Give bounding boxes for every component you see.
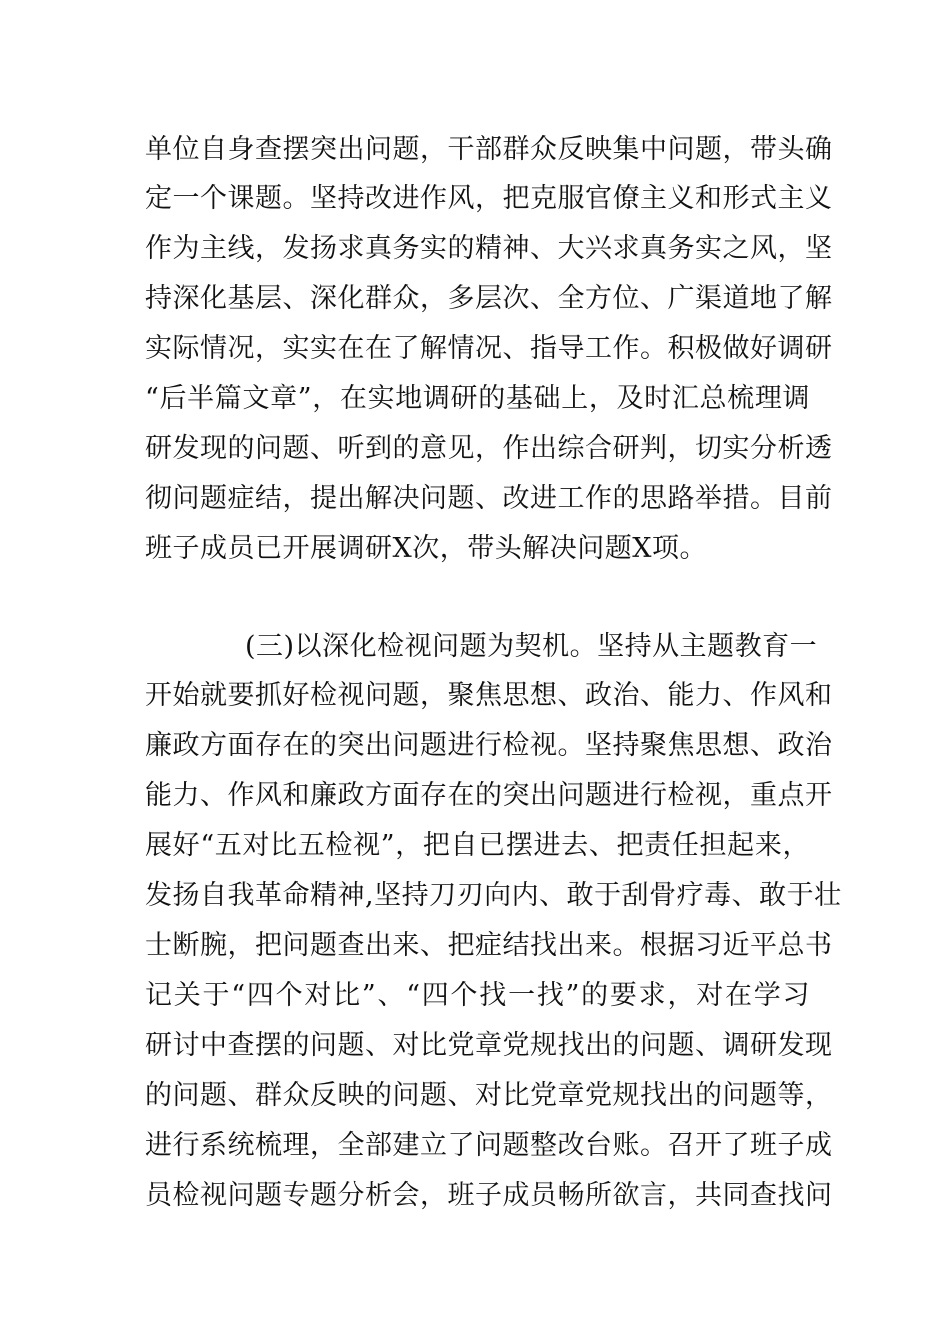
paragraph-line: 开始就要抓好检视问题，聚焦思想、政治、能力、作风和 [145, 680, 833, 711]
paragraph-line: 进行系统梳理，全部建立了问题整改台账。召开了班子成 [145, 1130, 833, 1161]
paragraph-line: 作为主线，发扬求真务实的精神、大兴求真务实之风，坚 [145, 233, 833, 264]
paragraph-line: “后半篇文章”，在实地调研的基础上，及时汇总梳理调 [145, 383, 810, 414]
paragraph-line: 彻问题症结，提出解决问题、改进工作的思路举措。目前 [145, 483, 833, 514]
paragraph-line: 班子成员已开展调研X次，带头解决问题X项。 [145, 533, 707, 564]
paragraph-line: 士断腕，把问题查出来、把症结找出来。根据习近平总书 [145, 930, 833, 961]
paragraph-line: 员检视问题专题分析会，班子成员畅所欲言，共同查找问 [145, 1180, 833, 1211]
paragraph-line: 单位自身查摆突出问题，干部群众反映集中问题，带头确 [145, 134, 833, 165]
paragraph-line: 展好“五对比五检视”，把自已摆进去、把责任担起来， [145, 830, 810, 861]
paragraph-line: 能力、作风和廉政方面存在的突出问题进行检视，重点开 [145, 780, 833, 811]
section-heading-line: (三)以深化检视问题为契机。坚持从主题教育一 [245, 631, 818, 662]
paragraph-line: 的问题、群众反映的问题、对比党章党规找出的问题等， [145, 1080, 833, 1111]
paragraph-line: 记关于“四个对比”、“四个找一找”的要求，对在学习 [145, 980, 810, 1011]
paragraph-line: 研讨中查摆的问题、对比党章党规找出的问题、调研发现 [145, 1030, 833, 1061]
paragraph-line: 实际情况，实实在在了解情况、指导工作。积极做好调研 [145, 333, 833, 364]
paragraph-line: 廉政方面存在的突出问题进行检视。坚持聚焦思想、政治 [145, 730, 833, 761]
paragraph-line: 研发现的问题、听到的意见，作出综合研判，切实分析透 [145, 433, 833, 464]
paragraph-line: 持深化基层、深化群众，多层次、全方位、广渠道地了解 [145, 283, 833, 314]
paragraph-line: 定一个课题。坚持改进作风，把克服官僚主义和形式主义 [145, 183, 833, 214]
paragraph-line: 发扬自我革命精神,坚持刀刃向内、敢于刮骨疗毒、敢于壮 [145, 880, 842, 911]
